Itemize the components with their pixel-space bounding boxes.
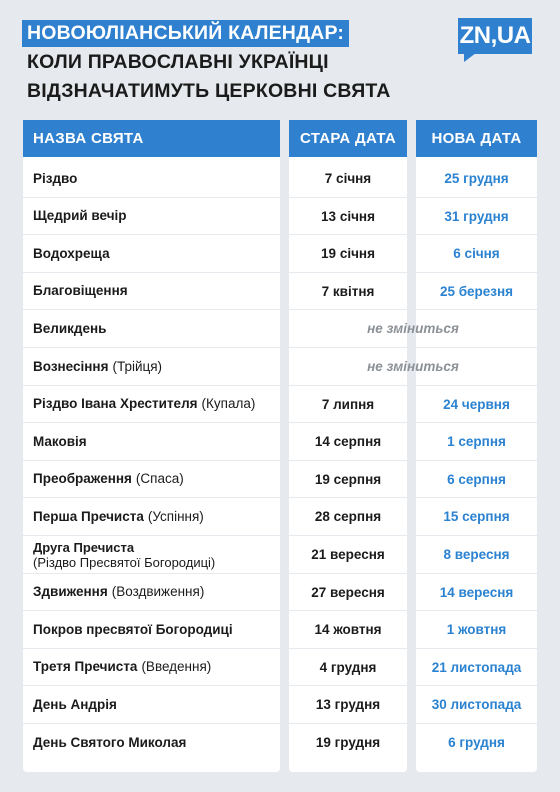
title-line-3: ВІДЗНАЧАТИМУТЬ ЦЕРКОВНІ СВЯТА	[27, 80, 391, 102]
new-date: 24 червня	[443, 396, 510, 412]
holiday-name-label: Перша Пречиста	[33, 508, 144, 524]
holiday-name-label: Різдво Івана Хрестителя	[33, 396, 198, 412]
old-date: 21 вересня	[311, 547, 385, 562]
old-date: 19 грудня	[315, 735, 381, 750]
new-date: 31 грудня	[444, 208, 509, 224]
title-line-1: НОВОЮЛІАНСЬКИЙ КАЛЕНДАР:	[22, 20, 349, 47]
holiday-name-label: Водохреща	[33, 245, 110, 261]
new-date: 21 листопада	[431, 659, 522, 675]
table-row	[0, 348, 560, 385]
old-date: 7 січня	[324, 171, 372, 186]
holiday-name-note: (Спаса)	[135, 471, 184, 487]
new-date: 1 жовтня	[446, 622, 507, 638]
table-row	[0, 273, 560, 310]
unchanged-date-note: не зміниться	[367, 321, 459, 337]
holiday-name-note: (Воздвиження)	[111, 584, 205, 600]
table-row	[0, 386, 560, 423]
new-date: 15 серпня	[443, 509, 510, 525]
holiday-name-label: Преображення	[33, 471, 132, 487]
old-date: 14 жовтня	[314, 622, 382, 638]
table-row	[0, 498, 560, 535]
holiday-name	[33, 198, 277, 235]
holiday-name	[33, 386, 277, 423]
table-row	[0, 536, 560, 573]
holiday-name	[33, 160, 277, 197]
holiday-name-label: День Святого Миколая	[33, 734, 187, 750]
holiday-name	[33, 536, 277, 573]
holiday-name	[33, 273, 277, 310]
holiday-name	[33, 310, 277, 347]
old-date: 4 грудня	[319, 659, 377, 675]
old-date: 13 грудня	[315, 697, 381, 713]
holiday-name	[33, 574, 277, 611]
new-date: 6 грудня	[448, 735, 505, 750]
holiday-name-label: Третя Пречиста	[33, 659, 138, 675]
holiday-name	[33, 498, 277, 535]
holiday-name	[33, 649, 277, 686]
holiday-name-label: Благовіщення	[33, 283, 128, 299]
old-date: 13 січня	[321, 208, 375, 224]
unchanged-date-note: не зміниться	[367, 359, 459, 374]
new-date: 25 грудня	[444, 171, 509, 186]
table-row	[0, 235, 560, 272]
holiday-name	[33, 235, 277, 272]
holiday-name-label: День Андрія	[33, 696, 117, 712]
holiday-name-note: (Різдво Пресвятої Богородиці)	[33, 554, 216, 570]
logo-text: ZN,UA	[458, 18, 532, 54]
holiday-name-note: (Успіння)	[147, 508, 204, 524]
new-date: 6 січня	[453, 246, 500, 262]
new-date: 1 серпня	[447, 434, 506, 450]
column-header-name: НАЗВА СВЯТА	[23, 120, 280, 157]
holiday-name-label: Друга Пречиста	[33, 539, 135, 555]
new-date: 30 листопада	[431, 697, 522, 713]
holiday-name	[33, 461, 277, 498]
column-header-new-date: НОВА ДАТА	[416, 120, 537, 157]
old-date: 7 квітня	[321, 283, 375, 299]
new-date: 6 серпня	[447, 471, 506, 487]
holiday-name-note: (Введення)	[141, 659, 212, 675]
holiday-name-label: Великдень	[33, 320, 107, 336]
holiday-name	[33, 611, 277, 648]
old-date: 19 січня	[321, 246, 375, 262]
holiday-name	[33, 348, 277, 385]
table-row	[0, 423, 560, 460]
new-date: 25 березня	[439, 283, 514, 299]
table-row	[0, 686, 560, 723]
table-row	[0, 160, 560, 197]
holiday-name-label: Маковія	[33, 433, 87, 449]
column-header-old-date: СТАРА ДАТА	[289, 120, 407, 157]
holiday-name-label: Вознесіння	[33, 358, 109, 374]
holiday-name	[33, 724, 277, 761]
holiday-name-label: Покров пресвятої Богородиці	[33, 621, 233, 637]
table-row	[0, 461, 560, 498]
holiday-name-label: Щедрий вечір	[33, 208, 127, 224]
table-row	[0, 611, 560, 648]
holiday-name	[33, 686, 277, 723]
holiday-name	[33, 423, 277, 460]
table-row	[0, 310, 560, 347]
new-date: 14 вересня	[439, 584, 514, 600]
holiday-name-note: (Купала)	[201, 396, 256, 412]
new-date: 8 вересня	[443, 547, 510, 562]
table-row	[0, 574, 560, 611]
old-date: 27 вересня	[311, 584, 385, 600]
old-date: 19 серпня	[314, 471, 382, 487]
table-row	[0, 724, 560, 761]
holiday-name-label: Різдво	[33, 170, 78, 186]
holiday-name-label: Здвиження	[33, 584, 108, 600]
table-row	[0, 649, 560, 686]
old-date: 14 серпня	[314, 434, 382, 450]
title-line-2: КОЛИ ПРАВОСЛАВНІ УКРАЇНЦІ	[27, 51, 329, 73]
old-date: 7 липня	[321, 396, 375, 412]
holiday-name-note: (Трійця)	[112, 358, 163, 374]
old-date: 28 серпня	[314, 509, 382, 525]
table-row	[0, 198, 560, 235]
